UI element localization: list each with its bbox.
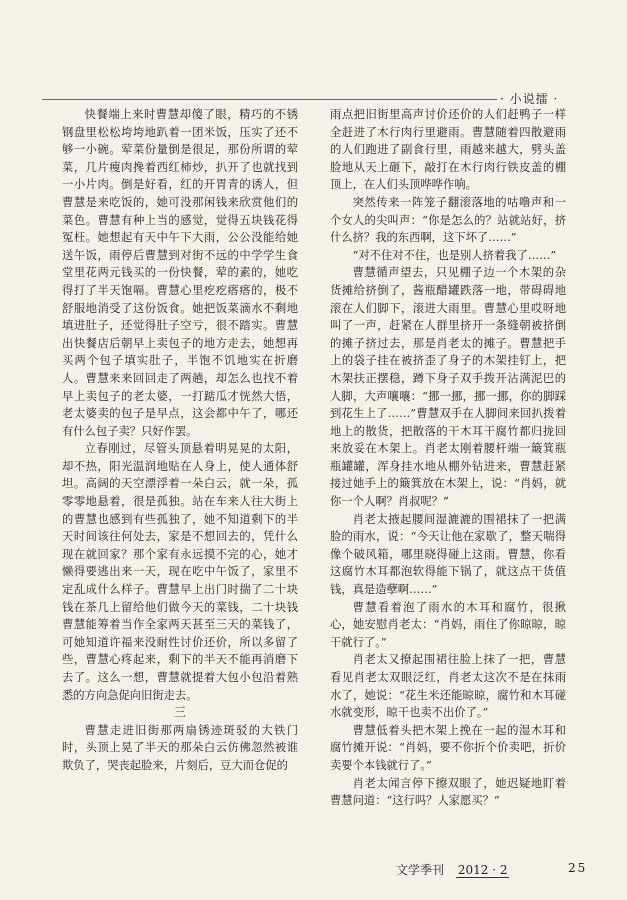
paragraph: 曹慧循声望去，只见棚子边一个木架的杂货摊给挤倒了，酱瓶醋罐跌落一地，带碍碍地滚在人们脚下，滚进大雨里。曹慧心里哎呀地叫了一声，赶紧在人群里挤开一条缝朝被挤倒的摊子挤过去，那是肖老太的摊子。曹慧把手上的袋子挂在被挤歪了身子的木架挂钉上，把木架扶正摆稳，蹲下身子双手拨开沾满泥巴的人脚，大声嚷嚷：“挪一挪，挪一挪，你的脚踩到花生上了……”曹慧双手在人脚间来回扒拨着地上的散货，把散落的干木耳干腐竹都归拢回来放妥在木架上。肖老太刚着腰杆端一簸箕瓶瓶罐罐，浑身挂水地从棚外钻进来，曹慧赶紧接过她手上的簸箕放在木架上，说：“肖妈，就你一个人啊？肖叔呢？” bbox=[330, 266, 566, 509]
paragraph: 快餐端上来时曹慧却傻了眼，精巧的不锈钢盘里松松垮垮地趴着一团米饭，压实了还不够一小碗。荤菜份量倒是很足，那份所谓的荤菜，几片瘦肉搀着西红柿炒，扒开了也就找到一小片肉。倒是好看，红的开胃青的诱人，但曹慧是来吃饭的，她可没那闲钱来欣赏他们的菜色。曹慧有种上当的感觉，觉得五块钱花得冤枉。她想起有天中午下大雨，公公没能给她送午饭，雨停后曹慧到对街不远的中学学生食堂里花两元钱买的一份快餐，荤的素的，她吃得打了半天饱嗝。曹慧心里疙疙瘩瘩的，极不舒服地消受了这份饭食。她把饭菜滴水不剩地填进肚子，还觉得肚子空亏，很不踏实。曹慧出快餐店后朝早上卖包子的地方走去，她想再买两个包子填实肚子，半饱不饥地实在折磨人。曹慧来来回回走了两趟，却怎么也找不着早上卖包子的老太婆，一打踮瓜才恍然大悟，老太婆卖的包子是早点，这会都中午了，哪还有什么包子卖？只好作罢。 bbox=[62, 108, 298, 438]
paragraph: 立春刚过，尽管头顶悬着明晃晃的太阳，却不热，阳光温润地贴在人身上，使人通体舒坦。高阔的天空漂浮着一朵白云，就一朵，孤零零地悬着，很是孤独。站在车来人往大街上的曹慧也感到有些孤独了，她不知道剩下的半天时间该往何处去，家是不想回去的，凭什么现在就回家？那个家有永远摸不完的心，她才懒得要逃出来一天，现在吃中午饭了，家里不定乱成什么样子。曹慧早上出门时揣了二十块钱在茶几上留给他们做今天的菜钱，二十块钱曹慧能筹着当作全家两天甚至三天的菜钱了，可她知道许福来没耐性讨价还价，所以多留了些，曹慧心疼起来，剩下的半天不能再消磨下去了。这么一想，曹慧就提着大包小包沿着熟悉的方向急促向旧街走去。 bbox=[62, 442, 298, 702]
paragraph: 雨点把旧街里高声讨价还价的人们赶鸭子一样全赶进了木行肉行里避雨。曹慧随着四散避雨的人们跑进了副食行里，雨越来越大，劈头盖脸地从天上砸下，敲打在木行肉行铁皮盖的棚顶上，在人们头顶哗哗作响。 bbox=[330, 108, 566, 192]
journal-name: 文学季刊 bbox=[396, 863, 445, 877]
header-rule bbox=[42, 99, 497, 100]
paragraph: 曹慧走进旧街那两扇锈迹斑驳的大铁门时，头顶上晃了半天的那朵白云仿佛忽然被谁欺负了，哭丧起脸来，片刻后，豆大而仓促的 bbox=[62, 723, 298, 772]
paragraph: 肖老太掖起腰间湿漉漉的围裙抹了一把满脸的雨水，说：“今天让他在家歇了，整天喘得像个破风箱，哪里晓得碰上这雨。曹慧，你看这腐竹木耳都泡软得能下锅了，就这点干货值钱，真是造孽啊……” bbox=[330, 512, 566, 597]
paragraph: 肖老太又撩起围裙往脸上抹了一把，曹慧看见肖老太双眼泛红，肖老太这次不是在抹雨水了，她说：“花生米还能晾晾，腐竹和木耳碰水就变形，晾干也卖不出价了。” bbox=[330, 653, 566, 720]
left-column bbox=[62, 106, 298, 775]
issue-number: 2012 · 2 bbox=[457, 863, 508, 877]
paragraph: “对不住对不住，也是别人挤着我了……” bbox=[352, 248, 557, 262]
section-number: 三 bbox=[173, 705, 186, 720]
paragraph: 曹慧看着泡了雨水的木耳和腐竹，很揪心，她安慰肖老太：“肖妈，雨住了你晾晾，晾干就行了。” bbox=[330, 600, 566, 649]
paragraph: 肖老太闻言停下擦双眼了，她迟疑地盯着曹慧问道：“这行吗？人家愿买？” bbox=[330, 776, 566, 808]
section-tag: · 小说擂 · bbox=[500, 92, 559, 106]
page-number: 25 bbox=[568, 861, 588, 875]
paragraph: 曹慧低着头把木架上挽在一起的湿木耳和腐竹摊开说：“肖妈，要不你折个价卖吧，折价卖要个本钱就行了。” bbox=[330, 723, 566, 772]
footer bbox=[396, 861, 509, 878]
right-column bbox=[330, 106, 566, 810]
paragraph: 突然传来一阵笼子翻滚落地的咕噜声和一个女人的尖叫声：“你是怎么的？站就站好，挤什么挤？我的东西啊，这下坏了……” bbox=[330, 195, 566, 245]
